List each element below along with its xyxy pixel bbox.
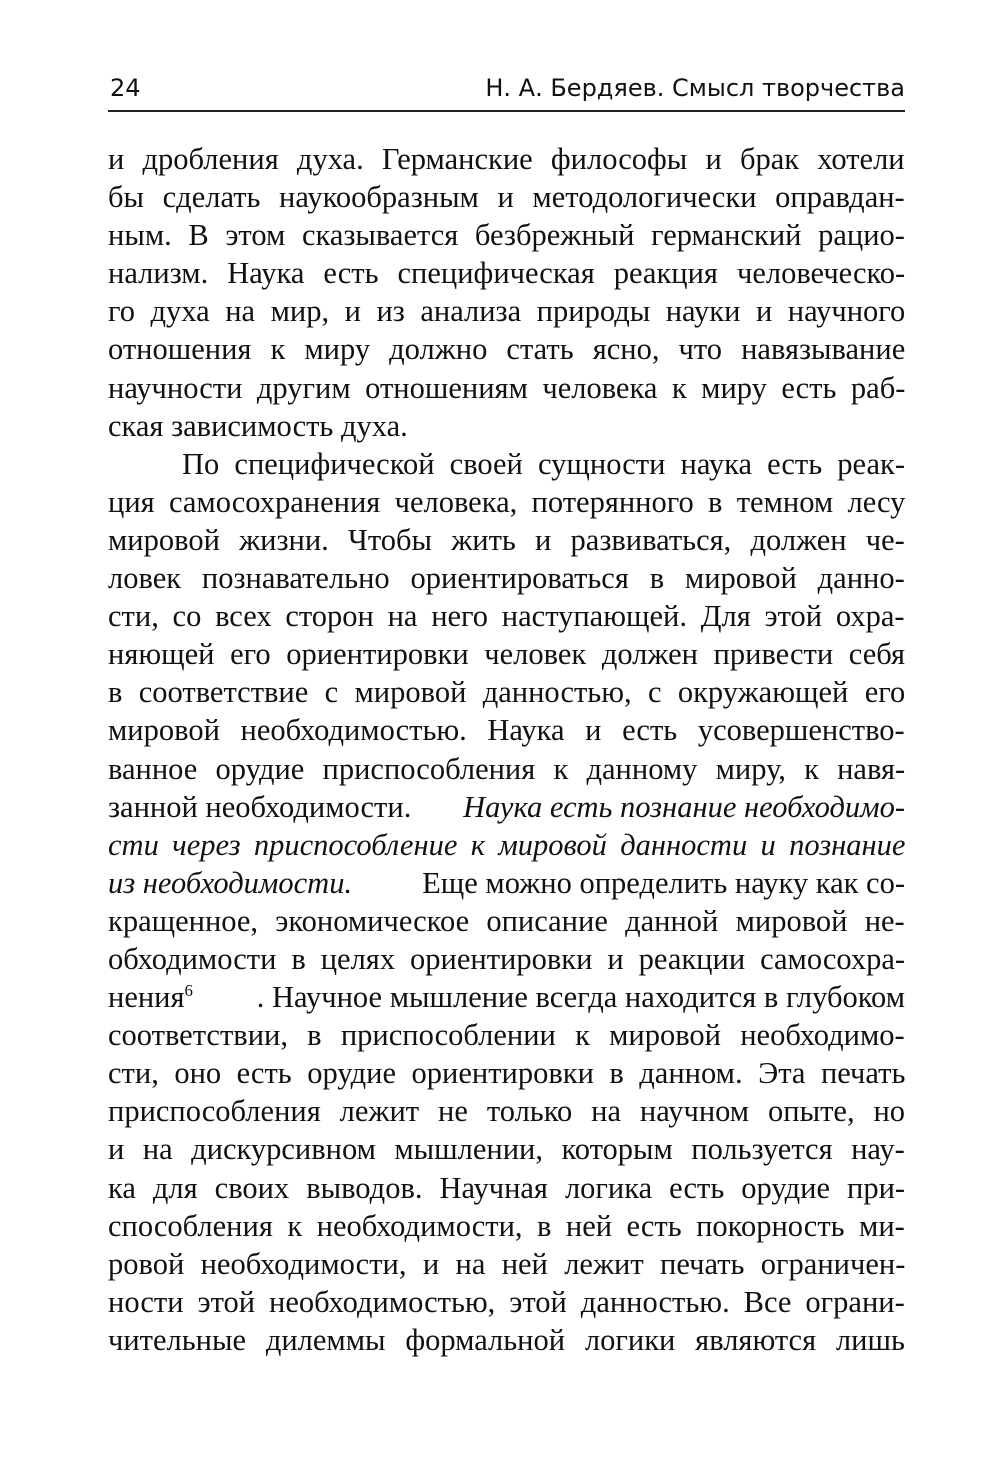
- italic-fragment: из необходимости.: [108, 865, 353, 900]
- text-line: чительные дилеммы формальной логики являются лишь: [108, 1322, 905, 1357]
- text-line: обходимости в целях ориентировки и реакции самосохра-: [108, 941, 906, 976]
- text-line: го духа на мир, и из анализа природы науки и научного: [108, 294, 906, 329]
- text-line: [108, 978, 905, 1016]
- text-line: бы сделать наукообразным и методологически оправдан-: [108, 180, 905, 215]
- text-line: способления к необходимости, в ней есть покорность ми-: [108, 1208, 905, 1243]
- text-line: ности этой необходимостью, этой данностью. Все ограни-: [108, 1284, 905, 1319]
- text-line: ным. В этом сказывается безбрежный германский рацио-: [108, 218, 905, 253]
- text-line: ция самосохранения человека, потерянного в темном лесу: [108, 484, 906, 519]
- text-line: мировой жизни. Чтобы жить и развиваться, должен че-: [108, 522, 905, 557]
- text-line: По специфической своей сущности наука есть реак-: [182, 446, 905, 481]
- text-line: приспособления лежит не только на научном опыте, но: [108, 1094, 906, 1129]
- text-line: мировой необходимостью. Наука и есть усовершенство-: [108, 713, 905, 748]
- text-line: и на дискурсивном мышлении, которым пользуется нау-: [108, 1132, 905, 1167]
- text-line: сти через приспособление к мировой данности и познание: [108, 827, 906, 862]
- italic-fragment: Наука есть познание необходимо-: [463, 789, 905, 824]
- text-line: ская зависимость духа.: [108, 408, 408, 443]
- text-fragment: занной необходимости.: [108, 789, 412, 824]
- text-line: ровой необходимости, и на ней лежит печать ограничен-: [108, 1246, 906, 1281]
- text-fragment: . Научное мышление всегда находится в глубоком: [256, 980, 905, 1015]
- text-line: ка для своих выводов. Научная логика есть орудие при-: [108, 1170, 906, 1205]
- running-header: [108, 68, 905, 112]
- text-fragment: Еще можно определить науку как со-: [422, 865, 905, 900]
- text-line: и дробления духа. Германские философы и брак хотели: [108, 142, 905, 176]
- text-line: ванное орудие приспособления к данному миру, к навя-: [108, 751, 906, 786]
- running-title: Н. А. Бердяев. Смысл творчества: [485, 74, 905, 102]
- text-line: в соответствие с мировой данностью, с окружающей его: [108, 675, 906, 710]
- text-line: соответствии, в приспособлении к мировой необходимо-: [108, 1018, 905, 1053]
- text-line: кращенное, экономическое описание данной мировой не-: [108, 903, 905, 938]
- text-line: сти, оно есть орудие ориентировки в данном. Эта печать: [108, 1056, 906, 1091]
- text-line: ловек познавательно ориентироваться в мировой данно-: [108, 561, 905, 596]
- text-fragment: нения$^6$: [108, 980, 193, 1015]
- footnote-ref[interactable]: 6: [184, 980, 193, 1000]
- text-line: отношения к миру должно стать ясно, что навязывание: [108, 332, 906, 367]
- page-number: 24: [110, 74, 141, 102]
- text-line: [108, 864, 905, 902]
- text-line: нализм. Наука есть специфическая реакция человеческо-: [108, 256, 906, 291]
- text-line: няющей его ориентировки человек должен привести себя: [108, 637, 906, 672]
- text-line: научности другим отношениям человека к миру есть раб-: [108, 370, 906, 405]
- text-line: сти, со всех сторон на него наступающей. Для этой охра-: [108, 599, 905, 634]
- text-line: [108, 788, 905, 826]
- body-text: [108, 140, 905, 1359]
